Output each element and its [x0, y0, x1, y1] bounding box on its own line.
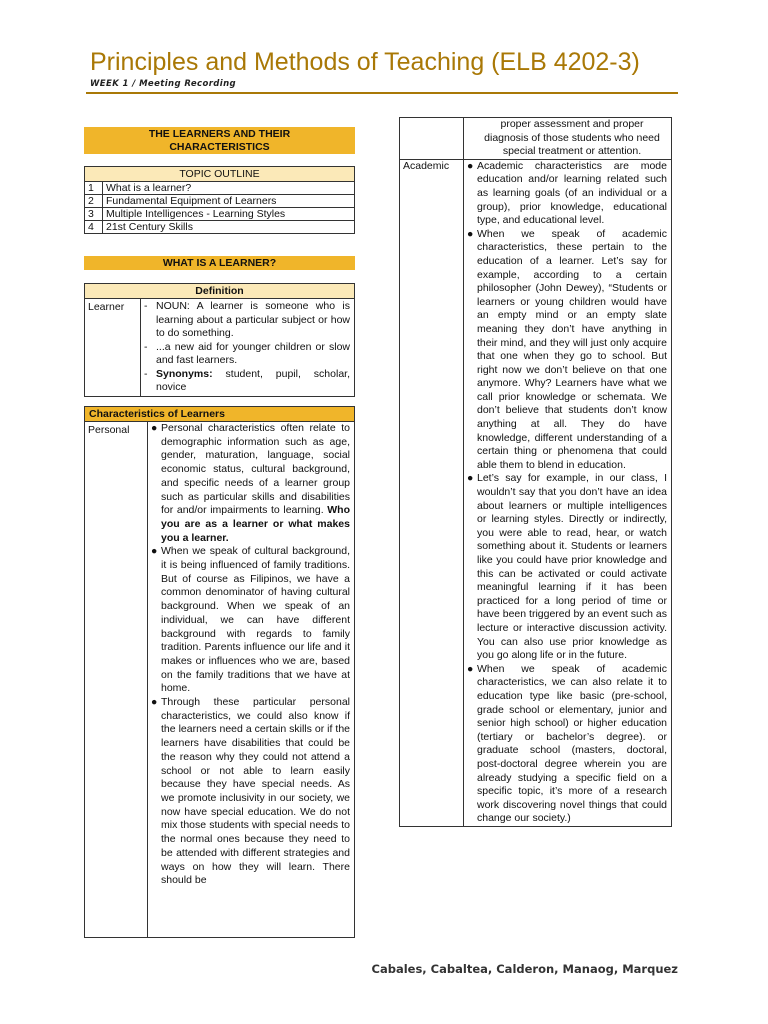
- characteristics-heading: Characteristics of Learners: [85, 407, 355, 422]
- outline-text: What is a learner?: [103, 182, 355, 195]
- outline-num: 2: [85, 195, 103, 208]
- synonyms-label: Synonyms:: [156, 367, 213, 380]
- outline-text: 21st Century Skills: [103, 221, 355, 234]
- characteristics-table: [84, 406, 355, 938]
- what-is-learner-text: WHAT IS A LEARNER?: [162, 257, 277, 269]
- list-item: ● When we speak of academic characteristics, we can also relate it to education type like basic (pre-school, grade school or elementary, junior and senior high school) or higher education (tertiary or bachelor’s degree). or graduate school (masters, doctoral, post-doctoral degree wherein you are already studying a specific field on a specific topic, it’s more of a research work discovering novel things that could change our society.): [467, 662, 667, 825]
- topic-outline-heading: TOPIC OUTLINE: [85, 167, 355, 182]
- personal-bold: Who you are as a learner or what makes you a learner.: [161, 504, 350, 544]
- topic-outline-table: [84, 166, 355, 234]
- outline-num: 1: [85, 182, 103, 195]
- definition-line: NOUN: A learner is someone who is learning about a particular subject or how to do something.: [156, 300, 350, 339]
- learners-banner-text: THE LEARNERS AND THEIR CHARACTERISTICS: [148, 128, 291, 153]
- outline-num: 3: [85, 208, 103, 221]
- list-item: ● When we speak of academic characteristics, these pertain to the education of a learner. Let’s say for example, according to a certain philosopher (John Dewey), “Students or learners or young children would have an empty mind or an empty slate meaning they don’t have anything in their mind, and they will just only acquire that one when they go to school. But right now we don’t believe on that one anymore. Why? Learners have what we call prior knowledge or schemata. We don’t believe that students don’t know anything at all. They do have knowledge, different understanding of a certain thing or phenomena that could able them to blend in education.: [467, 227, 667, 471]
- personal-text: When we speak of cultural background, it is being influenced of family traditions. But of course as Filipinos, we have a common denominator of having cultural background. When we speak of an individual, we can have different background with regards to family tradition. Parents influence our life and it makes or influences who we are, based on the family traditions that we have at home.: [161, 545, 350, 695]
- continuation-text: proper assessment and proper diagnosis of those students who need special treatment or attention.: [484, 118, 660, 158]
- list-item: ● Personal characteristics often relate to demographic information such as age, gender, maturation, language, social economic status, cultural background, and specific needs of a learner group such as particular skills and disabilities for and/or impairments to learning. Who you are as a learner or what makes you a learner.: [151, 422, 350, 544]
- table-row: [85, 208, 355, 221]
- personal-text: Personal characteristics often relate to demographic information such as age, gender, maturation, language, social economic status, cultural background, and specific needs of a learner group such as particular skills and disabilities for and/or impairments to learning.: [161, 422, 350, 517]
- definition-line: ...a new aid for younger children or slow and fast learners.: [156, 340, 350, 366]
- outline-text: Fundamental Equipment of Learners: [103, 195, 355, 208]
- table-row: [85, 299, 355, 397]
- academic-term: Academic: [400, 159, 464, 826]
- definition-table: [84, 283, 355, 397]
- continued-characteristics-table: [399, 117, 672, 827]
- personal-text: Through these particular personal characteristics, we could also know if the learners need a certain skills or if the learners have disabilities that could be the reason why they could not attend a school or not able to learn easily because they have special needs. As we promote inclusivity in our society, we now have special education. We do not mix those students with special needs to the normal ones because they need to be attended with different strategies and ways on how they will learn. There should be: [161, 696, 350, 887]
- outline-text: Multiple Intelligences - Learning Styles: [103, 208, 355, 221]
- list-item: ● Let’s say for example, in our class, I wouldn’t say that you don’t have an idea about learners or multiple intelligences or learning styles. Directly or indirectly, you were able to read, hear, or watch something about it. Students or learners like you could have prior knowledge and this can be activated or could activate meaningful learning if it has been practiced for a long period of time or have been triggered by an event such as lecture or interactive discussion activity. You can also use prior knowledge as you go along life or in the future.: [467, 472, 667, 662]
- table-row: [85, 182, 355, 195]
- table-row: [400, 118, 672, 160]
- outline-num: 4: [85, 221, 103, 234]
- table-row: [400, 159, 672, 826]
- what-is-learner-banner: [84, 256, 355, 270]
- academic-text: Let’s say for example, in our class, I wouldn’t say that you don’t have an idea about learners or multiple intelligences or learning styles. Directly or indirectly, you were able to read, hear, or watch something about it. Students or learners like you could have prior knowledge and this can be activated or could activate meaningful learning if it has been practiced for a long period of time or have been triggered by an event such as lecture or interactive discussion activity. You can also use prior knowledge as you go along life or in the future.: [477, 472, 667, 662]
- list-item: ● Through these particular personal characteristics, we could also know if the learners need a certain skills or if the learners have disabilities that could be the reason why they could not attend a school or not able to learn easily because they have special needs. As we promote inclusivity in our society, we now have special education. We do not mix those students with special needs to the normal ones because they need to be attended with different strategies and ways on how they will learn. There should be: [151, 696, 350, 887]
- definition-heading: Definition: [85, 284, 355, 299]
- learners-banner: [84, 127, 355, 154]
- table-row: [85, 422, 355, 938]
- academic-body: [464, 159, 672, 826]
- academic-text: When we speak of academic characteristics, these pertain to the education of a learner. Let’s say for example, according to a certain philosopher (John Dewey), “Students or learners or young children would have an empty mind or an empty slate meaning they don’t have anything in their mind, and they will just only acquire that one when they go to school. But right now we don’t believe on that one anymore. Why? Learners have what we call prior knowledge or schemata. We don’t believe that students don’t know anything at all. They do have knowledge, different understanding of a certain thing or phenomena that could able them to blend in education.: [477, 227, 667, 471]
- table-row: [85, 221, 355, 234]
- header-rule: [86, 92, 678, 94]
- list-item: ● When we speak of cultural background, it is being influenced of family traditions. But of course as Filipinos, we have a common denominator of having cultural background. When we speak of an individual, we can have different background with regards to family tradition. Parents influence our life and it makes or influences who we are, based on the family traditions that we have at home.: [151, 545, 350, 695]
- list-item: ● Academic characteristics are mode education and/or learning related such as learning goals (of an individual or a group), prior knowledge, educational type, and educational level.: [467, 159, 667, 227]
- authors-footer: Cabales, Cabaltea, Calderon, Manaog, Marquez: [371, 962, 678, 976]
- table-row: [85, 195, 355, 208]
- definition-term: Learner: [85, 299, 141, 397]
- document-subtitle: WEEK 1 / Meeting Recording: [90, 79, 237, 89]
- document-title: Principles and Methods of Teaching (ELB 4202-3): [90, 48, 640, 76]
- synonyms-text: student, pupil, scholar, novice: [156, 367, 350, 393]
- continuation-body: [464, 118, 672, 160]
- academic-text: Academic characteristics are mode education and/or learning related such as learning goals (of an individual or a group), prior knowledge, educational type, and educational level.: [477, 159, 667, 227]
- academic-text: When we speak of academic characteristics, we can also relate it to education type like basic (pre-school, grade school or elementary, junior and senior high school) or higher education (tertiary or bachelor’s degree). or graduate school (masters, doctoral, post-doctoral degree wherein you are already studying a specific field on a specific topic, it’s more of a research work discovering novel things that could change our society.): [477, 662, 667, 825]
- personal-body: [148, 422, 355, 938]
- definition-body: - NOUN: A learner is someone who is learning about a particular subject or how to do something. - ...a new aid for younger children or slow and fast learners. - Synonyms: student, pupil, scholar, novice: [141, 299, 355, 397]
- personal-term: Personal: [85, 422, 148, 938]
